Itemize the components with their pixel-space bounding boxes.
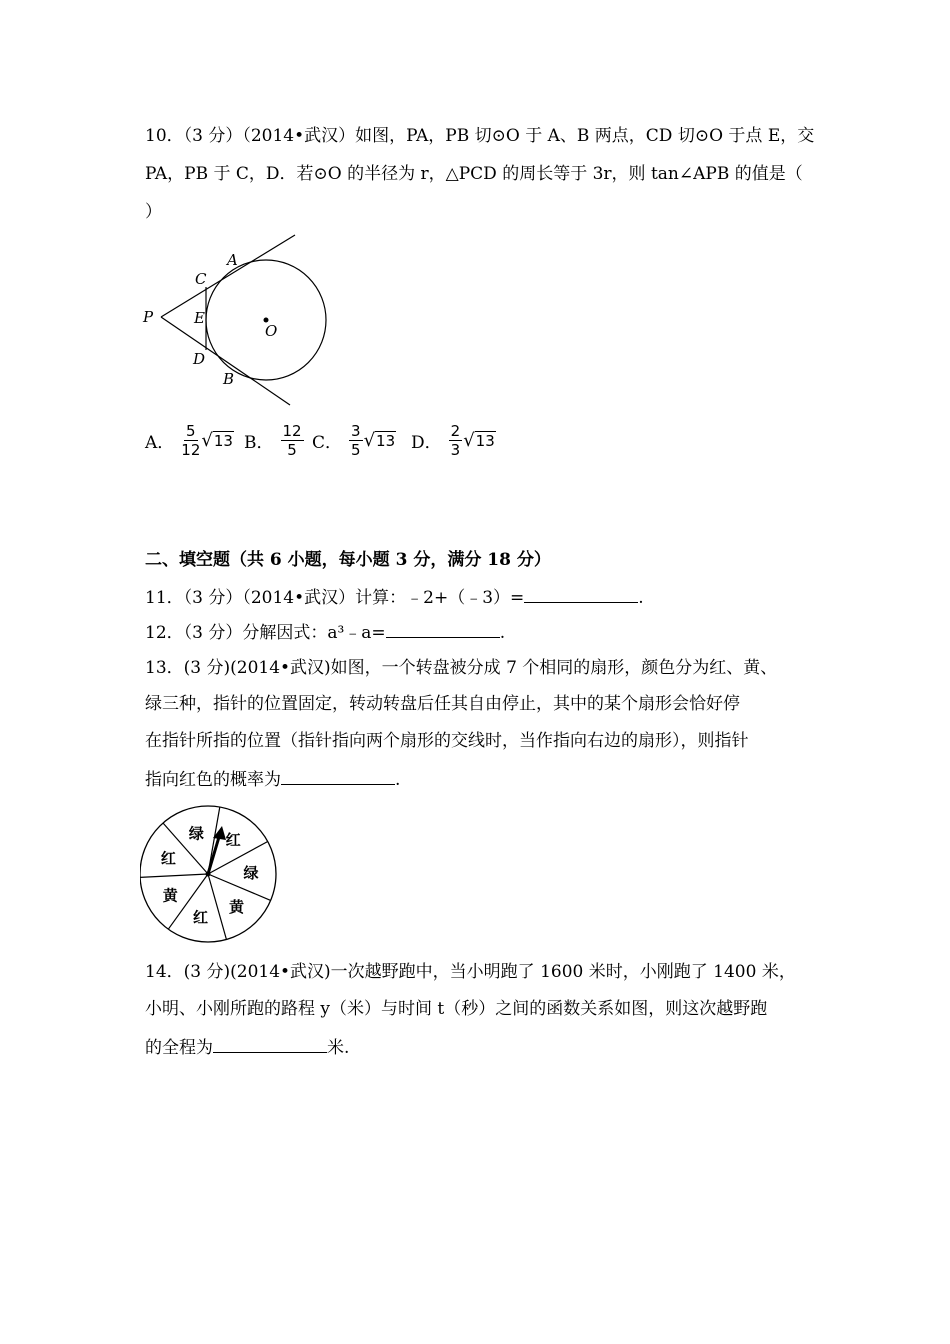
q11-text: 11．（3 分）（2014•武汉）计算：﹣2+（﹣3）=: [145, 588, 525, 608]
option-c-radicand: 13: [376, 432, 396, 450]
sector-divider: [140, 874, 208, 877]
q11-blank[interactable]: [524, 584, 638, 603]
pointer-pivot: [206, 872, 211, 877]
q12-blank[interactable]: [386, 619, 500, 638]
option-d-label: D．: [411, 433, 442, 453]
sector-label: 黄: [228, 898, 244, 917]
sector-label: 红: [193, 908, 209, 927]
option-d-radicand: 13: [475, 432, 495, 450]
q13-line-4: [145, 766, 400, 792]
option-b-label: B．: [244, 433, 274, 453]
option-b-num: 12: [282, 422, 302, 440]
option-b-den: 5: [287, 441, 297, 459]
q13-line-4-text: 指向红色的概率为: [145, 770, 281, 790]
q12-text: 12．（3 分）分解因式：a³﹣a=: [145, 623, 386, 643]
q14-line-3: [145, 1034, 349, 1060]
option-d-num: 2: [450, 422, 461, 440]
option-b: [244, 422, 305, 459]
option-d-sqrt: √13: [463, 430, 495, 451]
sector-label: 红: [225, 831, 241, 850]
option-d-den: 3: [450, 441, 461, 459]
option-c-label: C．: [312, 433, 343, 453]
option-a-den: 12: [181, 441, 201, 459]
q14-blank[interactable]: [213, 1034, 327, 1053]
sector-divider: [208, 874, 226, 939]
q13-line-2: 绿三种，指针的位置固定，转动转盘后任其自由停止，其中的某个扇形会恰好停: [145, 694, 740, 714]
q10-line-3: ）: [145, 202, 162, 222]
q14-line-1: 14．(3 分)(2014•武汉)一次越野跑中，当小明跑了 1600 米时，小刚跑了 1400 米，: [145, 962, 796, 982]
tangent-circle-figure: [135, 228, 335, 413]
option-c-sqrt: √13: [363, 430, 396, 451]
option-a-fraction: [181, 422, 200, 459]
q10-line-2: PA，PB 于 C，D．若⊙O 的半径为 r，△PCD 的周长等于 3r，则 tan∠APB 的值是（: [145, 164, 803, 184]
option-b-fraction: [281, 422, 304, 459]
tangent-pa: [161, 235, 295, 317]
q14-line-2: 小明、小刚所跑的路程 y（米）与时间 t（秒）之间的函数关系如图，则这次越野跑: [145, 999, 768, 1019]
q14-line-3-text: 的全程为: [145, 1038, 213, 1058]
label-o: O: [265, 322, 278, 340]
sector-divider: [208, 874, 271, 900]
q11-end: .: [638, 588, 644, 608]
label-d: D: [193, 350, 206, 368]
spinner-figure: [140, 802, 286, 948]
sector-label: 绿: [243, 863, 259, 882]
q10-line-1: 10．（3 分）（2014•武汉）如图，PA，PB 切⊙O 于 A、B 两点，CD 切⊙O 于点 E，交: [145, 126, 815, 146]
option-a-radicand: 13: [213, 432, 233, 450]
section-2-title: 二、填空题（共 6 小题，每小题 3 分，满分 18 分）: [145, 550, 551, 570]
option-d-fraction: [449, 422, 463, 459]
option-a-sqrt: √13: [201, 430, 233, 451]
sector-label: 绿: [188, 824, 204, 843]
q12-end: .: [499, 623, 506, 643]
sector-label: 红: [160, 849, 176, 868]
label-e: E: [194, 309, 205, 327]
q13-end: .: [395, 770, 401, 790]
sector-label: 黄: [162, 886, 178, 905]
option-c-fraction: [349, 422, 363, 459]
q12: [145, 619, 505, 645]
option-c: [312, 422, 396, 459]
option-a-label: A．: [145, 433, 175, 453]
label-a: A: [227, 251, 238, 269]
q14-end: 米.: [327, 1038, 350, 1058]
q11: [145, 584, 644, 610]
option-d: [411, 422, 496, 459]
q13-blank[interactable]: [281, 766, 395, 785]
q13-line-1: 13．(3 分)(2014•武汉)如图，一个转盘被分成 7 个相同的扇形，颜色分为红、黄、: [145, 658, 778, 678]
q13-line-3: 在指针所指的位置（指针指向两个扇形的交线时，当作指向右边的扇形），则指针: [145, 731, 749, 751]
label-c: C: [195, 270, 207, 288]
option-a: [145, 422, 234, 459]
option-c-num: 3: [351, 422, 361, 440]
label-b: B: [223, 370, 235, 388]
option-a-num: 5: [186, 422, 196, 440]
option-c-den: 5: [351, 441, 361, 459]
label-p: P: [143, 308, 154, 326]
